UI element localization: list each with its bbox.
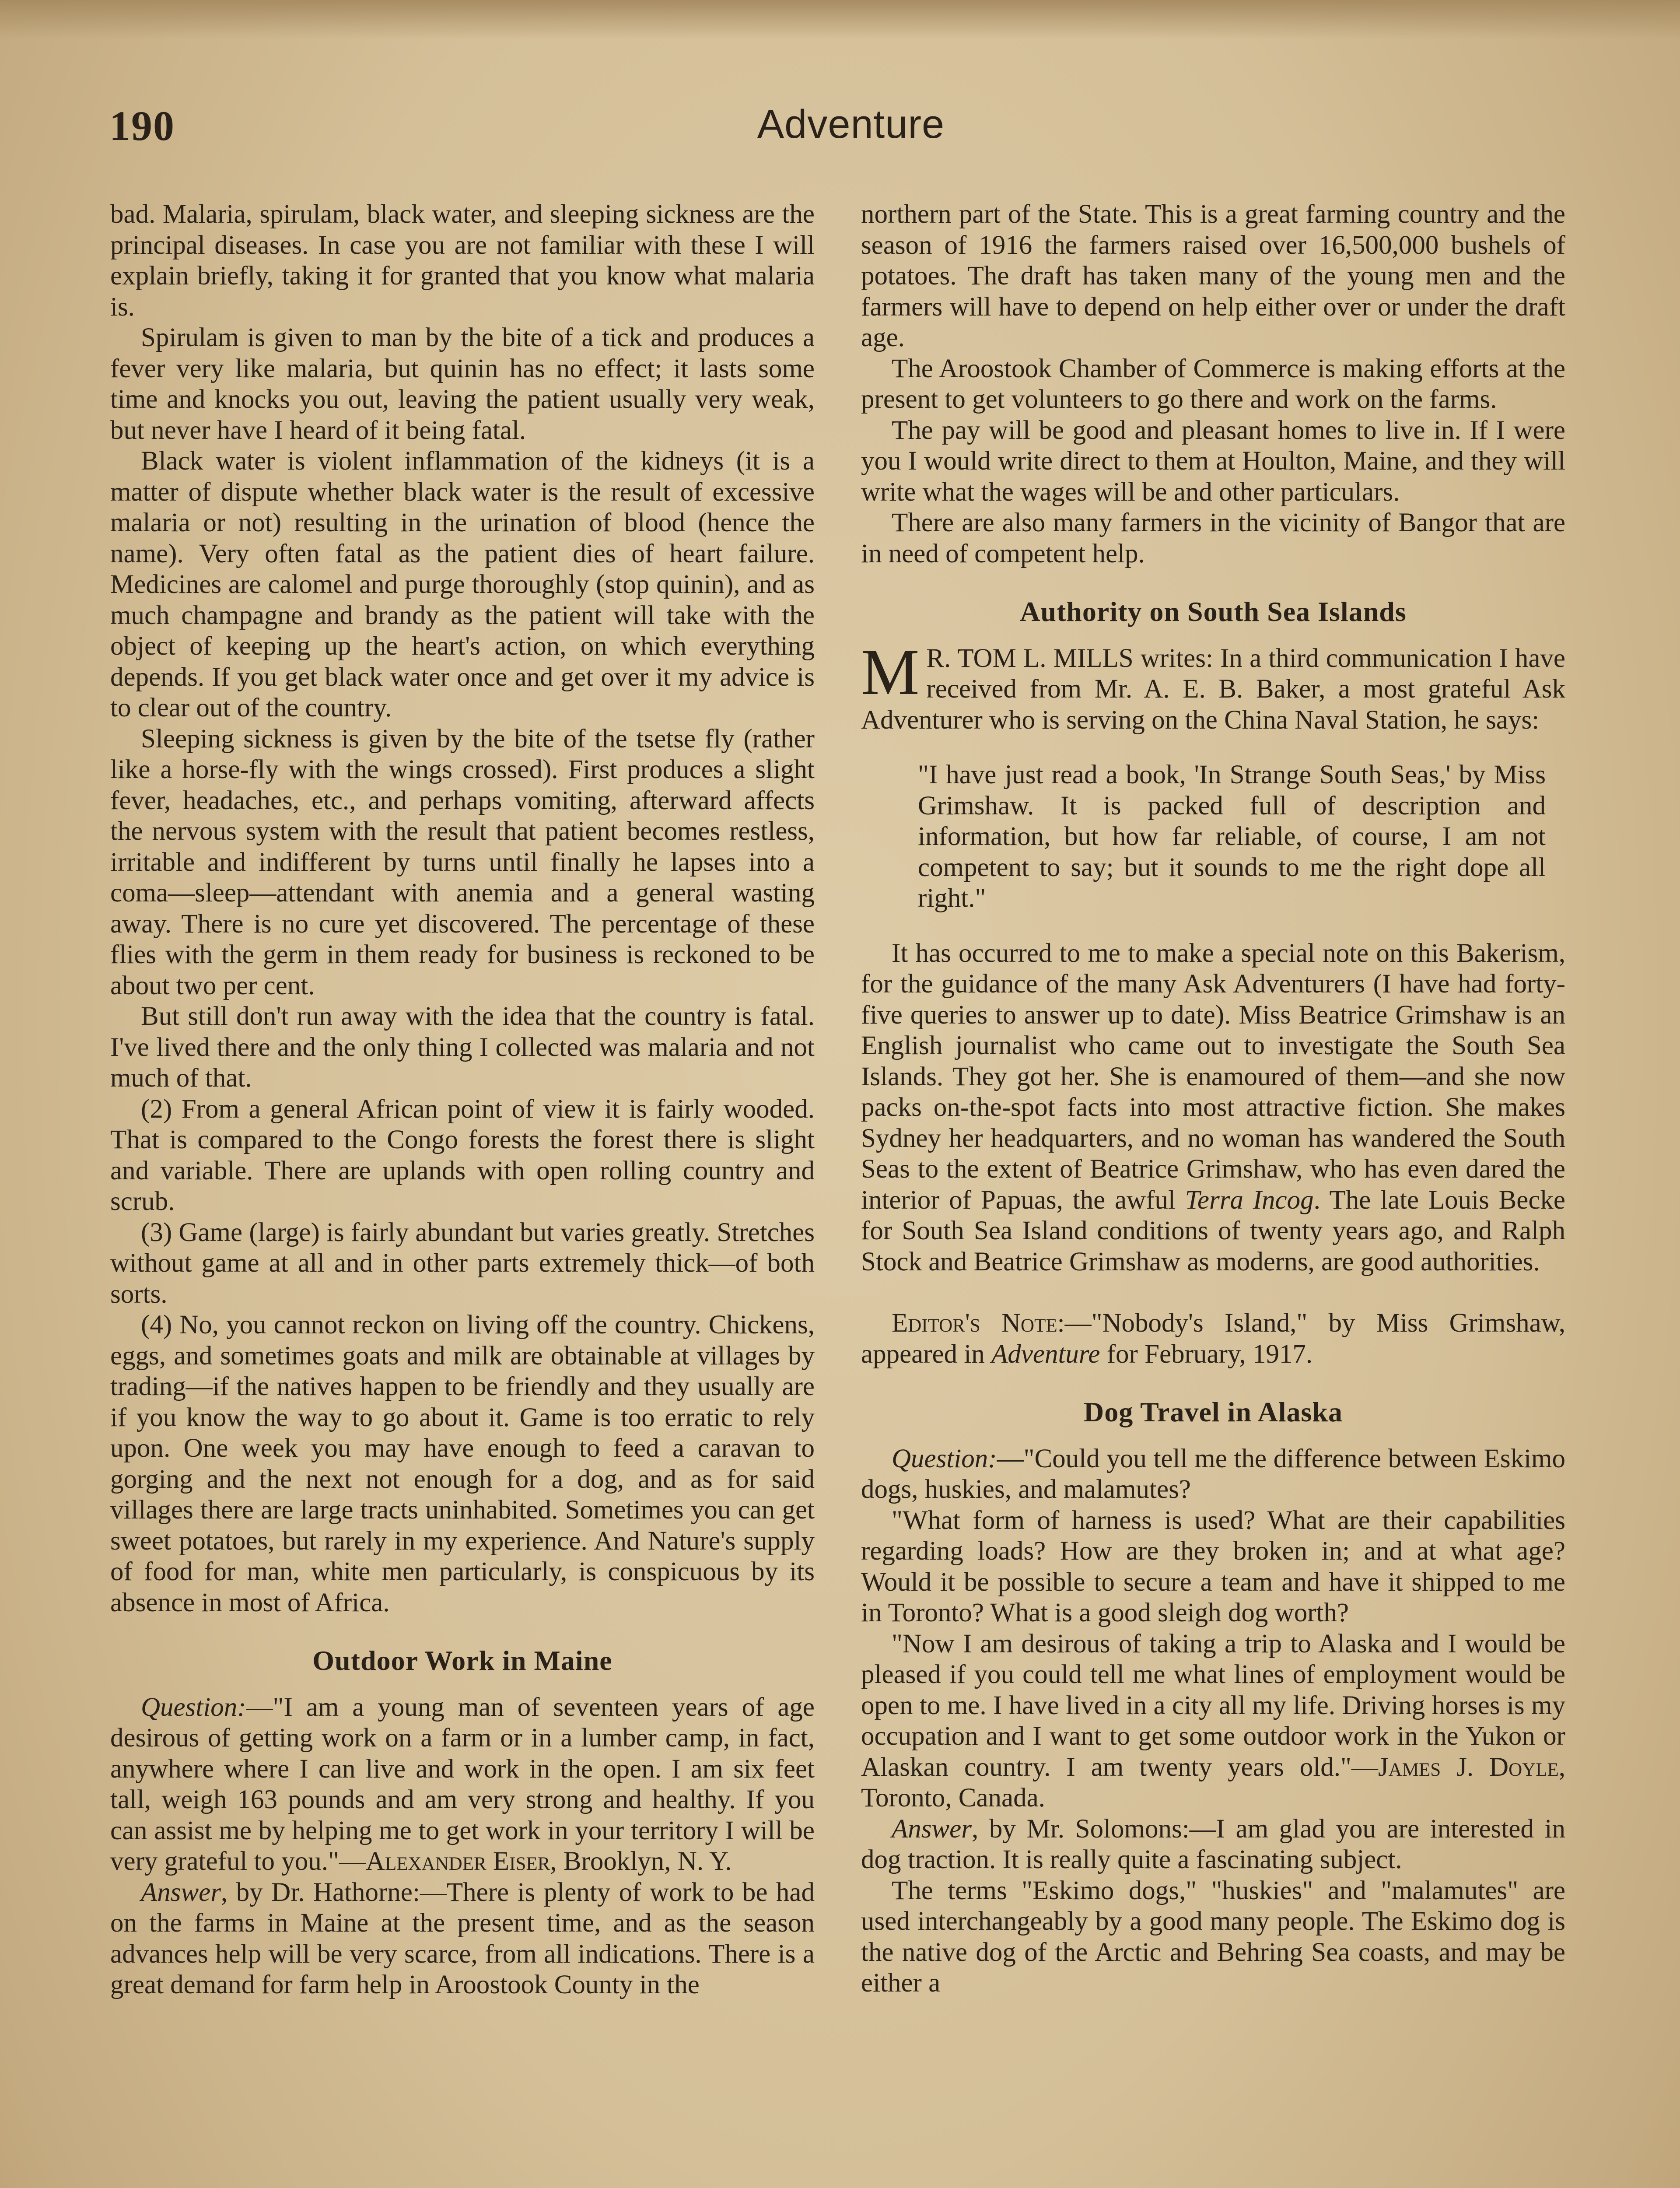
italic-term: Terra Incog [1185,1185,1314,1215]
paragraph: There are also many farmers in the vicinity of Bangor that are in need of competent help. [861,508,1565,568]
section-heading-maine: Outdoor Work in Maine [312,1645,612,1676]
left-column [110,199,815,2001]
paragraph: Sleeping sickness is given by the bite of the tsetse fly (rather like a horse-fly with the wings crossed). First produces a slight fever, headaches, etc., and perhaps vomiting, afterward affects the nervous system with the result that patient becomes restless, irritable and indifferent by turns until finally he lapses into a coma—sleep—attendant with anemia and a general wasting away. There is no cure yet discovered. The percentage of these flies with the germ in them ready for business is reckoned to be about two per cent. [110,724,815,1000]
answer-label: Answer [892,1814,972,1844]
section-heading-dog-travel: Dog Travel in Alaska [1084,1396,1343,1427]
question-paragraph [110,1692,815,1877]
paragraph: northern part of the State. This is a great farming country and the season of 1916 the farmers raised over 16,500,000 bushels of potatoes. The draft has taken many of the young men and the farmers will have to depend on help either over or under the draft age. [861,200,1565,352]
editor-note-text: :—"Nobody's Island," by Miss Grimshaw, appeared in [861,1308,1566,1369]
question-place: , Toronto, Canada. [861,1752,1565,1813]
paragraph: The terms "Eskimo dogs," "huskies" and "malamutes" are used interchangeably by a good many people. The Eskimo dog is the native dog of the Arctic and Behring Sea coasts, and may be either a [861,1876,1565,1998]
question-place: , Brooklyn, N. Y. [550,1847,732,1876]
section-heading-south-sea: Authority on South Sea Islands [1020,596,1407,627]
paragraph: (4) No, you cannot reckon on living off the country. Chickens, eggs, and sometimes goats and milk are obtainable at villages by trading—if the natives happen to be friendly and they usually are if you know the way to go about it. Game is too erratic to rely upon. One week you may have enough to feed a caravan to gorging and the next not enough for a dog, and as for said villages there are large tracts uninhabited. Sometimes you can get sweet potatoes, but rarely in my experience. And Nature's supply of food for man, white men particularly, is conspicuous by its absence in most of Africa. [110,1310,815,1617]
editor-note-text: for February, 1917. [1100,1339,1313,1369]
editor-note-italic: Adventure [991,1339,1100,1369]
question-paragraph [861,1444,1565,1505]
page-number: 190 [109,102,175,149]
body-text: It has occurred to me to make a special note on this Bakerism, for the guidance of the many Ask Adventurers (I have had forty-five queries to answer up to date). Miss Beatrice Grimshaw is an English journalist who came out to investigate the South Sea Islands. They got her. She is enamoured of them—and she now packs on-the-spot facts into most attractive fiction. She makes Sydney her headquarters, and no woman has wandered the South Seas to the extent of Beatrice Grimshaw, who has even dared the interior of Papuas, the awful [861,938,1565,1215]
intro-text: R. TOM L. MILLS writes: In a third communication I have received from Mr. A. E. B. Baker, a most grateful Ask Adventurer who is serving on the China Naval Station, he says: [861,643,1565,735]
question-text: —"I am a young man of seventeen years of age desirous of getting work on a farm or in a lumber camp, in fact, anywhere where I can live and work in the open. I am six feet tall, weigh 163 pounds and am very strong and healthy. If you can assist me by helping me to get work in your territory I will be very grateful to you."— [110,1692,815,1876]
paragraph: "What form of harness is used? What are their capabilities regarding loads? How are they broken in; and at what age? Would it be possible to secure a team and have it shipped to me in Toronto? What is a good sleigh dog worth? [861,1505,1565,1627]
drop-cap: M [861,635,920,708]
editor-note [861,1308,1565,1370]
paragraph: The pay will be good and pleasant homes to live in. If I were you I would write direct to them at Houlton, Maine, and they will write what the wages will be and other particulars. [861,415,1565,507]
question-text: —"Could you tell me the difference between Eskimo dogs, huskies, and malamutes? [861,1444,1565,1504]
paragraph: But still don't run away with the idea that the country is fatal. I've lived there and the only thing I collected was malaria and not much of that. [110,1002,815,1093]
paragraph: bad. Malaria, spirulam, black water, and sleeping sickness are the principal diseases. In case you are not familiar with these I will explain briefly, taking it for granted that you know what malaria is. [110,200,815,322]
answer-text: , by Dr. Hathorne:—There is plenty of work to be had on the farms in Maine at the present time, and as the season advances help will be very scarce, from all indications. There is a great demand for farm help in Aroostook County in the [110,1877,815,1999]
block-quote: "I have just read a book, 'In Strange South Seas,' by Miss Grimshaw. It is packed full of description and information, but how far reliable, of course, I am not competent to say; but it sounds to me the right dope all right." [918,760,1546,913]
page-edge-shadow-top [0,0,1680,39]
answer-text: , by Mr. Solomons:—I am glad you are interested in dog traction. It is really quite a fascinating subject. [861,1814,1565,1874]
question-author: James J. Doyle [1378,1752,1559,1782]
editor-note-label: Editor's Note [892,1308,1057,1338]
magazine-title: Adventure [757,102,945,147]
question-label: Question: [892,1444,997,1473]
answer-paragraph [110,1877,815,2001]
question-paragraph [861,1629,1565,1814]
question-text: "Now I am desirous of taking a trip to Alaska and I would be pleased if you could tell me what lines of employment would be open to me. I have lived in a city all my life. Driving horses is my occupation and I want to get some outdoor work in the Yukon or Alaskan country. I am twenty years old."— [861,1629,1565,1782]
page-header [109,102,1592,154]
intro-paragraph [861,635,1565,736]
paragraph [861,938,1565,1278]
paragraph: (3) Game (large) is fairly abundant but varies greatly. Stretches without game at all and in other parts extremely thick—of both sorts. [110,1217,815,1309]
paragraph: (2) From a general African point of view it is fairly wooded. That is compared to the Congo forests the forest there is slight and variable. There are uplands with open rolling country and scrub. [110,1094,815,1216]
right-column [861,199,1565,1999]
answer-label: Answer [141,1877,221,1907]
question-label: Question: [141,1692,246,1722]
paragraph: Black water is violent inflammation of the kidneys (it is a matter of dispute whether black water is the result of excessive malaria or not) resulting in the urination of blood (hence the name). Very often fatal as the patient dies of heart failure. Medicines are calomel and purge thoroughly (stop quinin), and as much champagne and brandy as the patient will take with the object of keeping up the heart's action, on which everything depends. If you get black water once and get over it my advice is to clear out of the country. [110,446,815,722]
body-text: . The late Louis Becke for South Sea Island conditions of twenty years ago, and Ralph Stock and Beatrice Grimshaw as moderns, are good authorities. [861,1185,1565,1276]
paragraph: Spirulam is given to man by the bite of a tick and produces a fever very like malaria, but quinin has no effect; it lasts some time and knocks you out, leaving the patient usually very weak, but never have I heard of it being fatal. [110,323,815,445]
question-author: Alexander Eiser [365,1847,550,1876]
paragraph: The Aroostook Chamber of Commerce is making efforts at the present to get volunteers to go there and work on the farms. [861,354,1565,414]
answer-paragraph [861,1814,1565,1876]
